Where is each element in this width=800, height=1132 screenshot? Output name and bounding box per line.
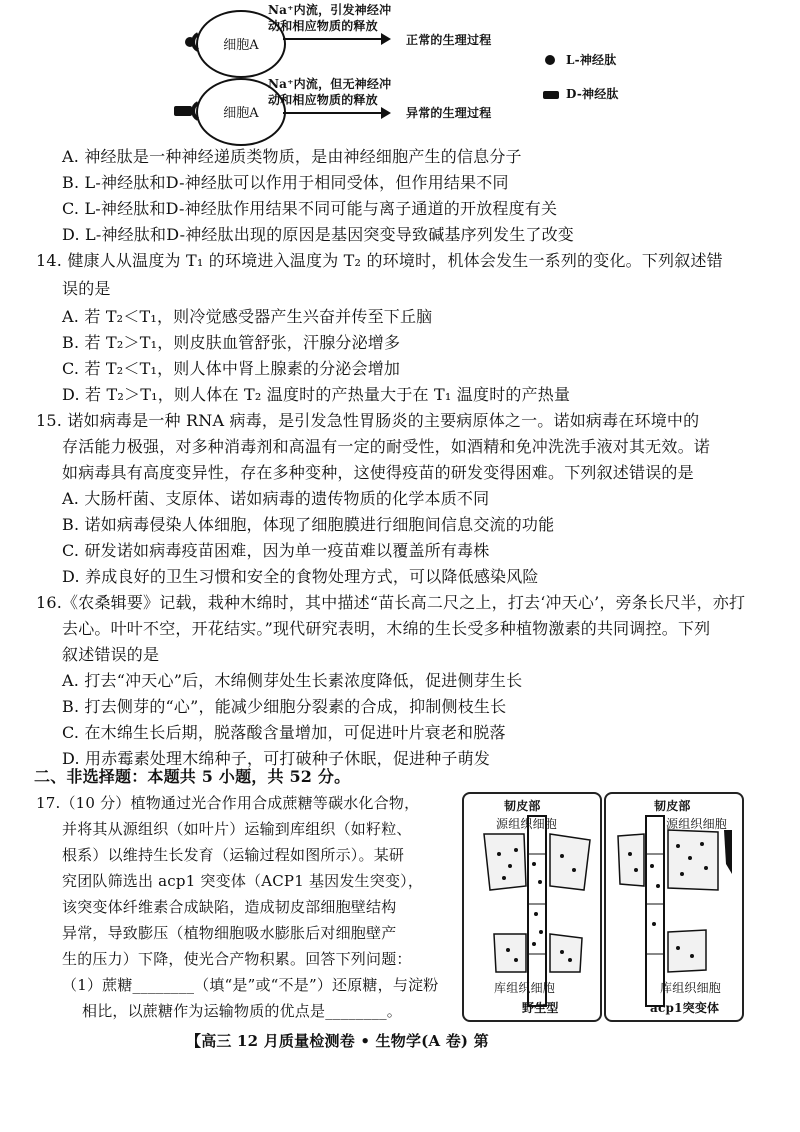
q16-option-d: D. 用赤霉素处理木绵种子，可打破种子休眠，促进种子萌发 — [62, 749, 491, 768]
mutant-source-label: 源组织细胞 — [666, 817, 728, 831]
q16-option-a: A. 打去“冲天心”后，木绵侧芽处生长素浓度降低，促进侧芽生长 — [62, 671, 523, 690]
q16-stem-line1: 16.《农桑辑要》记载，栽种木绵时，其中描述“苗长高二尺之上，打去‘冲天心’，旁条长尺半，亦打 — [36, 593, 746, 612]
result-normal: 正常的生理过程 — [406, 33, 492, 47]
q17-line: 并将其从源组织（如叶片）运输到库组织（如籽粒、 — [62, 820, 412, 838]
cell-a-label: 细胞A — [223, 106, 259, 121]
arrow2 — [283, 112, 389, 114]
d-neuropeptide-legend-icon — [542, 90, 560, 100]
q16-option-b: B. 打去侧芽的“心”，能减少细胞分裂素的合成，抑制侧枝生长 — [62, 697, 507, 716]
q13-option-d: D. L-神经肽和D-神经肽出现的原因是基因突变导致碱基序列发生了改变 — [62, 225, 574, 244]
q15-stem-line3: 如病毒具有高度变异性，存在多种变种，这使得疫苗的研发变得困难。下列叙述错误的是 — [62, 463, 694, 482]
q13-option-b: B. L-神经肽和D-神经肽可以作用于相同受体，但作用结果不同 — [62, 173, 509, 192]
q17-line: 生的压力）下降，使光合产物积累。回答下列问题： — [62, 950, 412, 968]
figure-acp1-mutant — [604, 792, 744, 1022]
arrow2-text-line2: 动和相应物质的释放 — [268, 93, 378, 107]
mutant-sink-label: 库组织细胞 — [660, 981, 722, 995]
wt-source-label: 源组织细胞 — [496, 817, 558, 831]
q13-option-c: C. L-神经肽和D-神经肽作用结果不同可能与离子通道的开放程度有关 — [62, 199, 558, 218]
q14-option-d: D. 若 T₂＞T₁，则人体在 T₂ 温度时的产热量大于在 T₁ 温度时的产热量 — [62, 385, 571, 404]
arrow1-text-line2: 动和相应物质的释放 — [268, 19, 378, 33]
q17-line: 该突变体纤维素合成缺陷，造成韧皮部细胞壁结构 — [62, 898, 397, 916]
d-neuropeptide-receptor-icon — [172, 100, 202, 122]
q15-option-b: B. 诺如病毒侵染人体细胞，体现了细胞膜进行细胞间信息交流的功能 — [62, 515, 555, 534]
wt-sink-label: 库组织细胞 — [494, 981, 556, 995]
q17-line: （1）蔗糖________（填“是”或“不是”）还原糖，与淀粉 — [62, 976, 439, 994]
q17-line: 根系）以维持生长发育（运输过程如图所示）。某研 — [62, 846, 405, 864]
arrow2-text-line1: Na⁺内流，但无神经冲 — [268, 77, 392, 91]
q17-line: 17.（10 分）植物通过光合作用合成蔗糖等碳水化合物， — [36, 794, 420, 812]
q15-option-a: A. 大肠杆菌、支原体、诺如病毒的遗传物质的化学本质不同 — [62, 489, 490, 508]
wt-caption: 野生型 — [522, 1001, 559, 1015]
q17-line: 异常，导致膨压（植物细胞吸水膨胀后对细胞壁产 — [62, 924, 397, 942]
legend-d: D-神经肽 — [566, 87, 619, 101]
cell-a-label: 细胞A — [223, 38, 259, 53]
q15-option-c: C. 研发诺如病毒疫苗困难，因为单一疫苗难以覆盖所有毒株 — [62, 541, 490, 560]
q13-option-a: A. 神经肽是一种神经递质类物质，是由神经细胞产生的信息分子 — [62, 147, 522, 166]
l-neuropeptide-receptor-icon — [176, 30, 202, 54]
q14-stem-line1: 14. 健康人从温度为 T₁ 的环境进入温度为 T₂ 的环境时，机体会发生一系列的变化。下列叙述错 — [36, 251, 723, 270]
mutant-caption: acp1突变体 — [650, 1001, 720, 1015]
section-heading: 二、非选择题：本题共 5 小题，共 52 分。 — [34, 767, 351, 786]
arrow1-text-line1: Na⁺内流，引发神经冲 — [268, 3, 392, 17]
q16-option-c: C. 在木绵生长后期，脱落酸含量增加，可促进叶片衰老和脱落 — [62, 723, 506, 742]
q15-stem-line1: 15. 诺如病毒是一种 RNA 病毒，是引发急性胃肠炎的主要病原体之一。诺如病毒在环境中的 — [36, 411, 700, 430]
q17-line: 究团队筛选出 acp1 突变体（ACP1 基因发生突变）， — [62, 872, 424, 890]
wt-phloem-label: 韧皮部 — [504, 799, 541, 813]
q16-stem-line2: 去心。叶叶不空，开花结实。”现代研究表明，木绵的生长受多种植物激素的共同调控。下列 — [62, 619, 711, 638]
q14-option-b: B. 若 T₂＞T₁，则皮肤血管舒张，汗腺分泌增多 — [62, 333, 401, 352]
mutant-phloem-label: 韧皮部 — [654, 799, 691, 813]
figure-wild-type — [462, 792, 602, 1022]
q14-stem-line2: 误的是 — [62, 279, 111, 298]
legend-l: L-神经肽 — [566, 53, 617, 67]
q17-line: 相比，以蔗糖作为运输物质的优点是________。 — [82, 1002, 403, 1020]
arrow1 — [283, 38, 389, 40]
page-footer: 【高三 12 月质量检测卷 • 生物学(A 卷) 第 — [186, 1032, 489, 1050]
q15-stem-line2: 存活能力极强，对多种消毒剂和高温有一定的耐受性，如酒精和免冲洗洗手液对其无效。诺 — [62, 437, 711, 456]
q15-option-d: D. 养成良好的卫生习惯和安全的食物处理方式，可以降低感染风险 — [62, 567, 539, 586]
result-abnormal: 异常的生理过程 — [406, 106, 492, 120]
q14-option-c: C. 若 T₂＜T₁，则人体中肾上腺素的分泌会增加 — [62, 359, 401, 378]
q16-stem-line3: 叙述错误的是 — [62, 645, 160, 664]
q14-option-a: A. 若 T₂＜T₁，则冷觉感受器产生兴奋并传至下丘脑 — [62, 307, 433, 326]
l-neuropeptide-legend-icon — [544, 54, 556, 66]
